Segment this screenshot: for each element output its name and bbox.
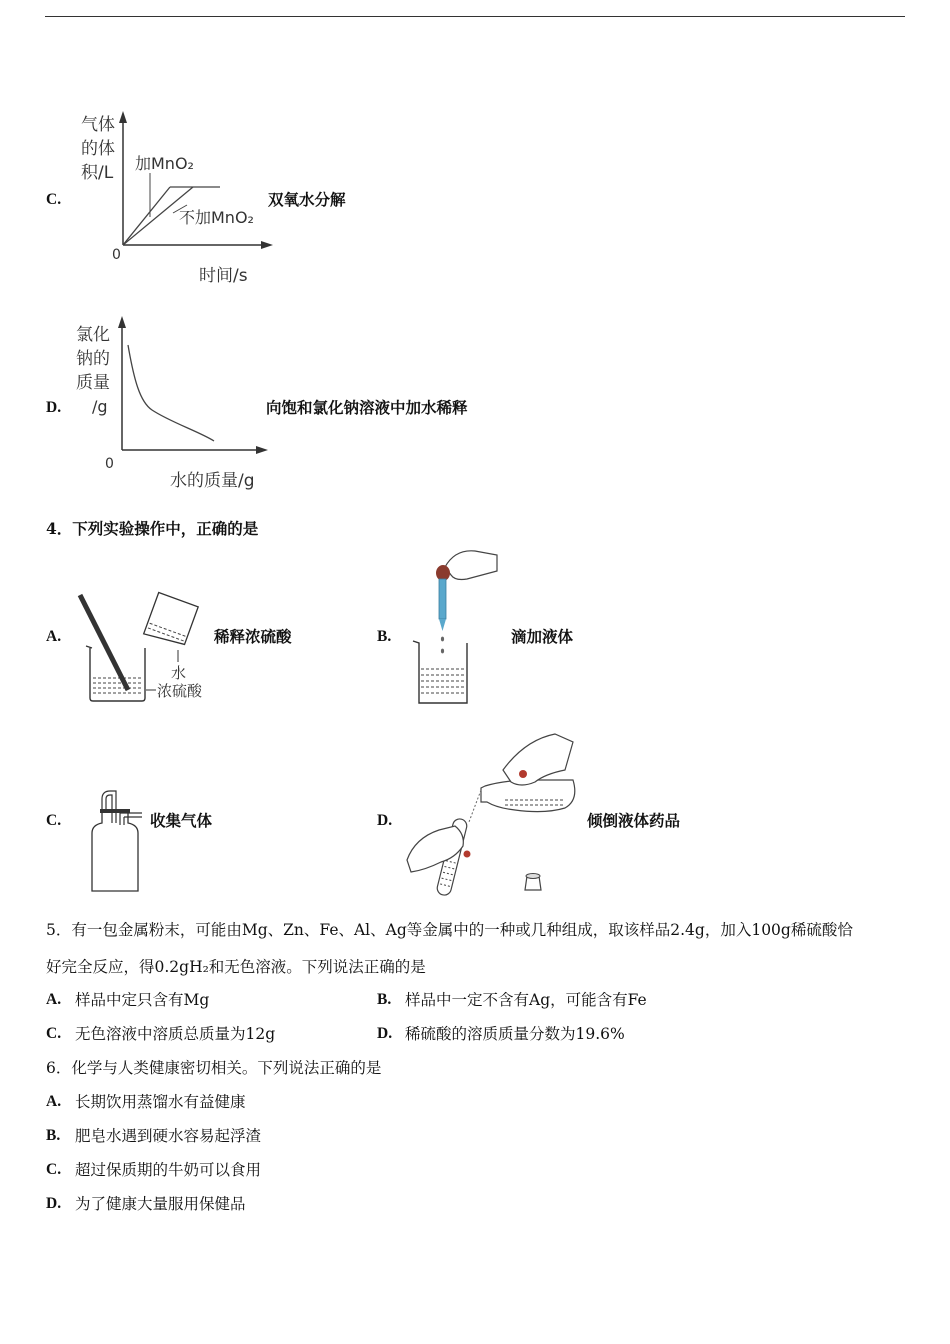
q3-d-curve bbox=[128, 345, 214, 441]
q3-option-d-label: D. bbox=[46, 399, 62, 416]
q5-stem-line1: 5．有一包金属粉末，可能由Mg、Zn、Fe、Al、Ag等金属中的一种或几种组成，取该样品2.4g，加入100g稀硫酸恰 bbox=[46, 921, 853, 939]
q5-option-a-label: A. bbox=[46, 991, 62, 1008]
q5-option-c-label: C. bbox=[46, 1025, 62, 1042]
q4-option-a-label: A. bbox=[46, 628, 62, 645]
q4-option-d-caption: 倾倒液体药品 bbox=[587, 811, 681, 830]
q6-option-c-label: C. bbox=[46, 1161, 62, 1178]
q5-option-c-text: 无色溶液中溶质总质量为12g bbox=[75, 1025, 276, 1043]
q4-option-b-caption: 滴加液体 bbox=[511, 627, 574, 646]
q3-d-xlabel: 水的质量/g bbox=[170, 471, 255, 491]
q4-a-acid-label: 浓硫酸 bbox=[157, 682, 203, 700]
q3-c-ylabel-1: 气体 bbox=[81, 115, 115, 135]
q6-stem: 6．化学与人类健康密切相关。下列说法正确的是 bbox=[46, 1059, 382, 1077]
q6-option-d-label: D. bbox=[46, 1195, 62, 1212]
q6-option-b-label: B. bbox=[46, 1127, 61, 1144]
q4-c-figure bbox=[80, 785, 150, 897]
q3-option-c-label: C. bbox=[46, 191, 62, 208]
q3-d-origin: 0 bbox=[105, 456, 114, 472]
q3-d-ylabel-1: 氯化 bbox=[76, 325, 110, 345]
q3-d-ylabel-3: 质量 bbox=[76, 373, 110, 393]
q6-option-a-label: A. bbox=[46, 1093, 62, 1110]
q4-option-c-label: C. bbox=[46, 812, 62, 829]
header-rule bbox=[45, 16, 905, 17]
q4-option-d-label: D. bbox=[377, 812, 393, 829]
q6-option-c-text: 超过保质期的牛奶可以食用 bbox=[75, 1161, 262, 1179]
q3-c-graph bbox=[75, 105, 275, 290]
q3-d-ylabel-2: 钠的 bbox=[76, 349, 110, 369]
q5-option-d-text: 稀硫酸的溶质质量分数为19.6% bbox=[405, 1025, 625, 1043]
q4-option-a-caption: 稀释浓硫酸 bbox=[214, 627, 292, 646]
q4-b-figure bbox=[405, 545, 505, 710]
q3-c-curve-mno2-label: 加MnO₂ bbox=[135, 154, 194, 173]
q3-option-c-caption: 双氧水分解 bbox=[268, 190, 346, 209]
q6-option-b-text: 肥皂水遇到硬水容易起浮渣 bbox=[75, 1127, 262, 1145]
q3-d-graph bbox=[70, 310, 270, 495]
q3-c-ylabel-3: 积/L bbox=[81, 163, 114, 183]
q3-c-curve-mno2 bbox=[123, 187, 170, 245]
q3-option-d-caption: 向饱和氯化钠溶液中加水稀释 bbox=[266, 398, 468, 417]
q5-option-a-text: 样品中定只含有Mg bbox=[75, 991, 210, 1009]
q3-c-origin: 0 bbox=[112, 247, 121, 263]
q4-option-b-label: B. bbox=[377, 628, 392, 645]
q6-option-d-text: 为了健康大量服用保健品 bbox=[75, 1195, 246, 1213]
q4-a-figure bbox=[70, 590, 220, 705]
q3-c-xlabel: 时间/s bbox=[199, 266, 248, 286]
q4-stem: 4．下列实验操作中，正确的是 bbox=[46, 519, 259, 538]
q5-stem-line2: 好完全反应，得0.2gH₂和无色溶液。下列说法正确的是 bbox=[46, 958, 426, 976]
q3-c-curve-no-mno2-label: 不加MnO₂ bbox=[179, 208, 254, 227]
q4-option-c-caption: 收集气体 bbox=[150, 811, 213, 830]
q6-option-a-text: 长期饮用蒸馏水有益健康 bbox=[75, 1093, 246, 1111]
q3-c-ylabel-2: 的体 bbox=[81, 139, 115, 159]
q5-option-d-label: D. bbox=[377, 1025, 393, 1042]
q4-a-water-label: 水 bbox=[171, 664, 187, 682]
q5-option-b-text: 样品中一定不含有Ag，可能含有Fe bbox=[405, 991, 647, 1009]
q5-option-b-label: B. bbox=[377, 991, 392, 1008]
q4-d-figure bbox=[405, 730, 580, 900]
q3-d-ylabel-4: /g bbox=[92, 397, 108, 416]
